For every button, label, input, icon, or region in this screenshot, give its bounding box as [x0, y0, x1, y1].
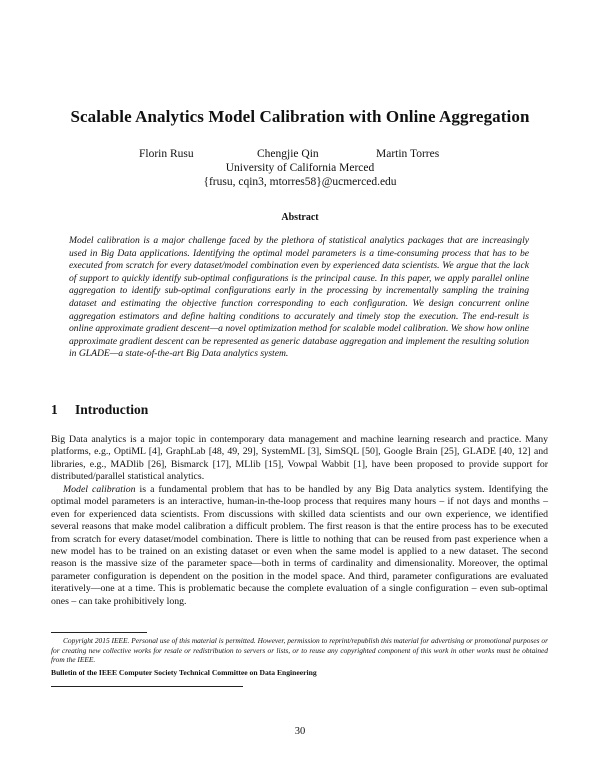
section-number: 1 [51, 402, 58, 417]
author-2: Chengjie Qin [257, 148, 319, 160]
copyright-notice: Copyright 2015 IEEE. Personal use of this material is permitted. However, permission to reprint/republish this material for advertising or promotional purposes or for creating new collective works for resale or redistribution to servers or lists, or to reuse any copyrighted component of this work in other works must be obtained from the IEEE. [51, 636, 548, 665]
author-emails: {frusu, cqin3, mtorres58}@ucmerced.edu [203, 176, 397, 188]
paragraph-text: is a fundamental problem that has to be handled by any Big Data analytics system. Identifying the optimal model parameters is an interactive, human-in-the-loop process that requires many hours – if not days and months – even for experienced data scientists. From discussions with skilled data scientists and our own experience, we identified several reasons that make model calibration a difficult problem. The first reason is that the entire process has to be executed from scratch for every dataset/model combination. There is little to nothing that can be reused from past experience when a new model has to be trained on an existing dataset or even when the same model is applied to a new dataset. The second reason is the massive size of the parameter space—both in terms of cardinality and dimensionality. Moreover, the optimal parameter configuration is dependent on the position in the model space. And third, parameter configurations are evaluated iteratively—one at a time. This is problematic because the complete evaluation of a single configuration – even sub-optimal ones – can take prohibitively long. [51, 484, 548, 607]
paper-title: Scalable Analytics Model Calibration with Online Aggregation [70, 107, 530, 126]
bulletin-credit: Bulletin of the IEEE Computer Society Technical Committee on Data Engineering [51, 668, 317, 677]
abstract-heading: Abstract [281, 212, 319, 223]
section-title: Introduction [75, 402, 149, 417]
author-3: Martin Torres [376, 148, 440, 160]
bulletin-divider [51, 686, 243, 687]
paragraph-text: Big Data analytics is a major topic in contemporary data management and machine learning research and practice. Many platforms, e.g., OptiML [4], GraphLab [48, 49, 29], SystemML [3], SimSQL [50], Google Brain [25], GLADE [40, 12] and libraries, e.g., MADlib [26], Bismarck [17], MLlib [15], Vowpal Wabbit [1], have been proposed to provide support for distributed/parallel statistical analytics. [51, 434, 548, 483]
affiliation: University of California Merced [225, 162, 375, 174]
intro-paragraph-1 [51, 434, 548, 484]
footnote-divider [51, 632, 147, 633]
emphasis-term: Model calibration [63, 484, 136, 495]
intro-paragraph-2 [51, 484, 548, 608]
author-1: Florin Rusu [139, 148, 194, 160]
page-number: 30 [294, 726, 306, 737]
abstract-text: Model calibration is a major challenge faced by the plethora of statistical analytics packages that are increasingly used in Big Data applications. Identifying the optimal model parameters is a time-consuming process that has to be executed from scratch for every dataset/model combination even by experienced data scientists. We argue that the lack of support to quickly identify sub-optimal configurations is the principal cause. In this paper, we apply parallel online aggregation to identify sub-optimal configurations early in the processing by incrementally sampling the training dataset and estimating the objective function corresponding to each configuration. We design concurrent online aggregation estimators and define halting conditions to accurately and timely stop the execution. The end-result is online approximate gradient descent—a novel optimization method for scalable model calibration. We show how online approximate gradient descent can be represented as generic database aggregation and implement the resulting solution in GLADE—a state-of-the-art Big Data analytics system. [69, 235, 530, 360]
